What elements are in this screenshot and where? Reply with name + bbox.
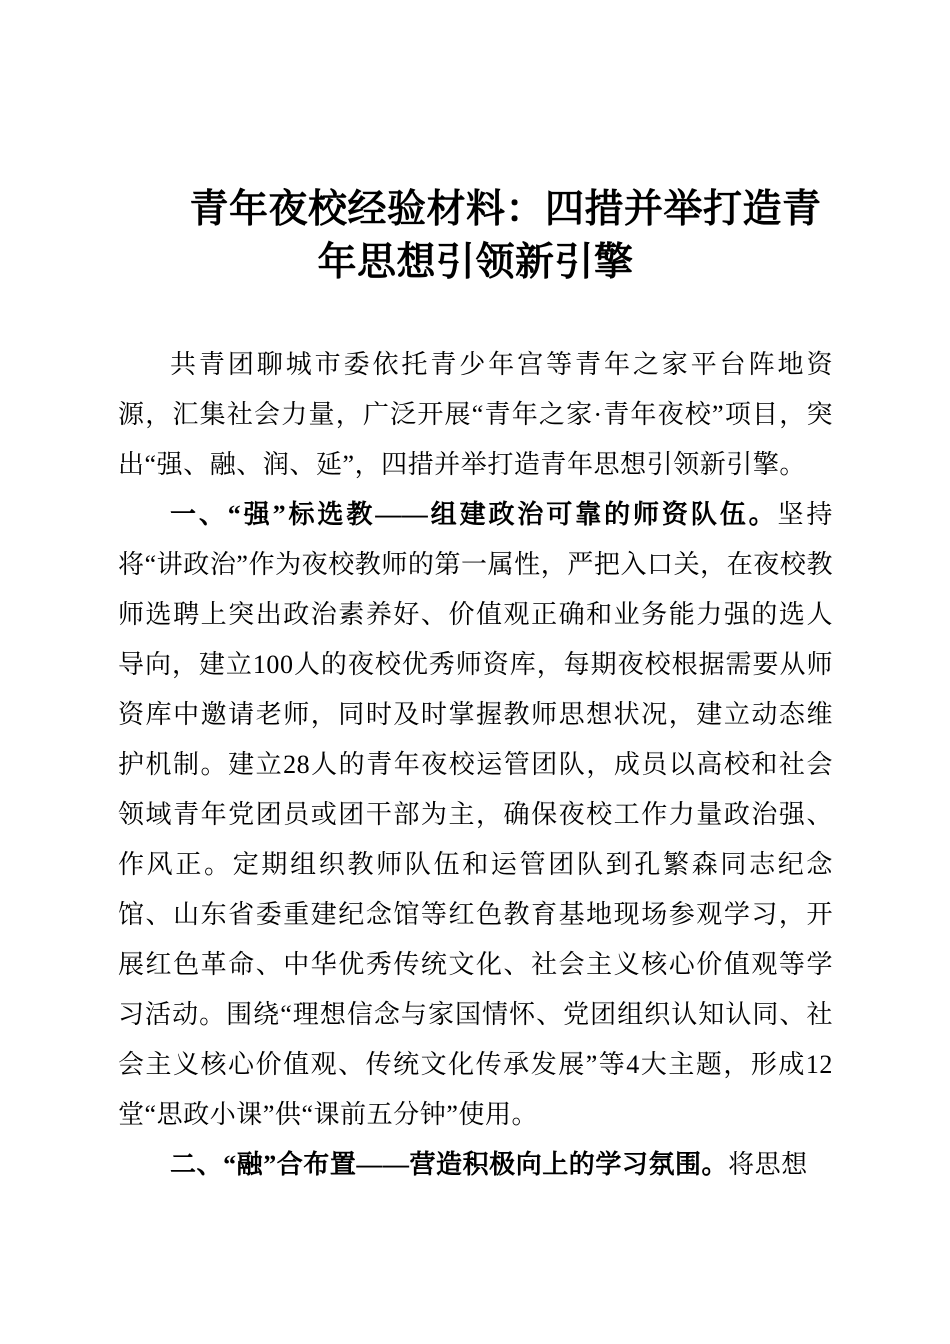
paragraph-text: 将思想 [728,1150,808,1179]
document-title: 青年夜校经验材料：四措并举打造青年思想引领新引擎 [189,188,822,284]
document-content [118,183,833,1190]
paragraph-text: 坚持将“讲政治”作为夜校教师的第一属性，严把入口关，在夜校教师选聘上突出政治素养好、价值观正确和业务能力强的选人导向，建立100人的夜校优秀师资库，每期夜校根据需要从师资库中邀请老师，同时及时掌握教师思想状况，建立动态维护机制。建立28人的青年夜校运管团队，成员以高校和社会领域青年党团员或团干部为主，确保夜校工作力量政治强、作风正。定期组织教师队伍和运管团队到孔繁森同志纪念馆、山东省委重建纪念馆等红色教育基地现场参观学习，开展红色革命、中华优秀传统文化、社会主义核心价值观等学习活动。围绕“理想信念与家国情怀、党团组织认知认同、社会主义核心价值观、传统文化传承发展”等4大主题，形成12堂“思政小课”供“课前五分钟”使用。 [118,500,833,1129]
section-heading: 二、“融”合布置——营造积极向上的学习氛围。 [170,1150,729,1179]
paragraph [118,490,833,1140]
paragraph [118,1140,833,1190]
paragraph-text: 共青团聊城市委依托青少年宫等青年之家平台阵地资源，汇集社会力量，广泛开展“青年之家·青年夜校”项目，突出“强、融、润、延”，四措并举打造青年思想引领新引擎。 [118,350,833,479]
section-heading: 一、“强”标选教——组建政治可靠的师资队伍。 [170,500,778,529]
paragraph [118,340,833,490]
